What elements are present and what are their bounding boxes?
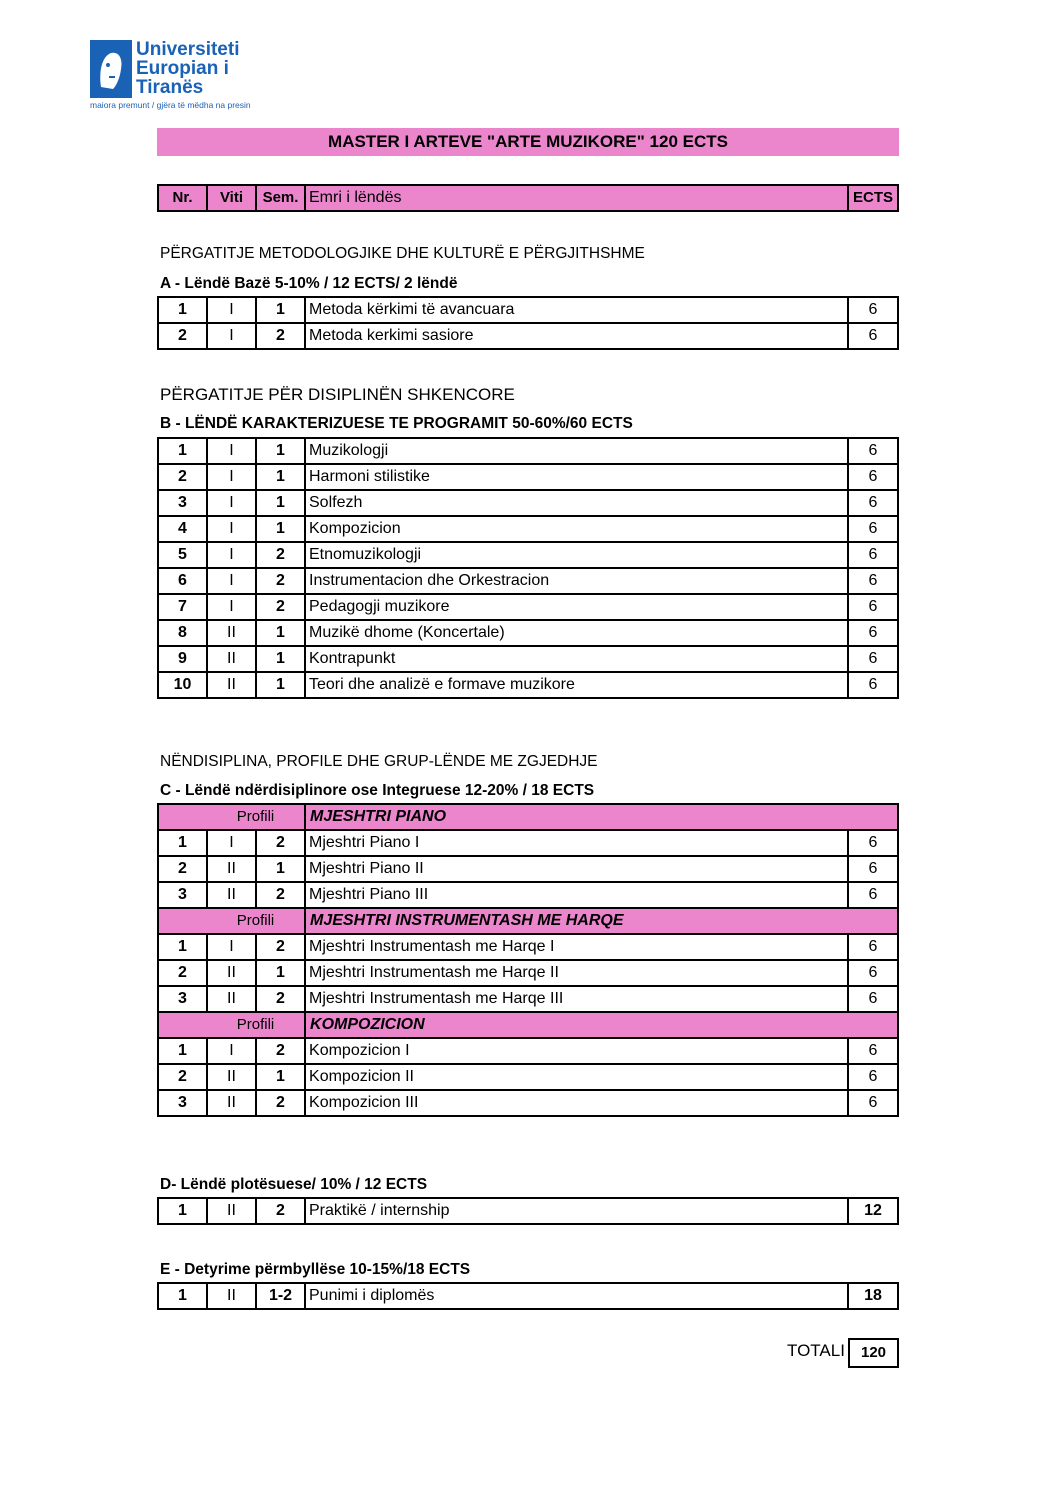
table-row — [158, 594, 898, 620]
cell-ects: 6 — [848, 620, 898, 646]
cell-sem: 1 — [256, 672, 305, 698]
cell-name: Metoda kerkimi sasiore — [305, 323, 848, 349]
header-row — [158, 185, 898, 211]
table-row — [158, 490, 898, 516]
table-row — [158, 646, 898, 672]
table-d — [157, 1197, 899, 1225]
header-nr: Nr. — [158, 185, 207, 211]
cell-ects: 6 — [848, 960, 898, 986]
section-e-title: E - Detyrime përmbyllëse 10-15%/18 ECTS — [160, 1261, 471, 1278]
cell-viti: I — [207, 297, 256, 323]
cell-viti: II — [207, 1198, 256, 1224]
cell-viti: I — [207, 464, 256, 490]
cell-ects: 6 — [848, 323, 898, 349]
cell-nr: 1 — [158, 830, 207, 856]
profile-name: MJESHTRI INSTRUMENTASH ME HARQE — [305, 908, 898, 934]
cell-viti: II — [207, 1090, 256, 1116]
table-row — [158, 934, 898, 960]
profile-name: MJESHTRI PIANO — [305, 804, 898, 830]
table-row — [158, 297, 898, 323]
cell-name: Etnomuzikologji — [305, 542, 848, 568]
cell-name: Instrumentacion dhe Orkestracion — [305, 568, 848, 594]
cell-viti: II — [207, 960, 256, 986]
cell-name: Kompozicion III — [305, 1090, 848, 1116]
profile-header-row — [158, 1012, 898, 1038]
cell-ects: 6 — [848, 516, 898, 542]
cell-nr: 2 — [158, 464, 207, 490]
table-row — [158, 986, 898, 1012]
cell-ects: 6 — [848, 297, 898, 323]
profile-spacer — [158, 908, 207, 934]
cell-viti: I — [207, 516, 256, 542]
cell-nr: 1 — [158, 934, 207, 960]
table-row — [158, 1090, 898, 1116]
table-row — [158, 960, 898, 986]
cell-nr: 8 — [158, 620, 207, 646]
cell-name: Mjeshtri Piano II — [305, 856, 848, 882]
cell-viti: I — [207, 934, 256, 960]
header-table — [157, 184, 899, 212]
section-heading-prep-method: PËRGATITJE METODOLOGJIKE DHE KULTURË E PËRGJITHSHME — [160, 245, 645, 262]
profile-label: Profili — [207, 804, 305, 830]
cell-name: Mjeshtri Instrumentash me Harqe III — [305, 986, 848, 1012]
cell-sem: 1 — [256, 297, 305, 323]
table-row — [158, 830, 898, 856]
header-sem: Sem. — [256, 185, 305, 211]
cell-sem: 1 — [256, 464, 305, 490]
cell-ects: 6 — [848, 438, 898, 464]
table-row — [158, 516, 898, 542]
table-row — [158, 882, 898, 908]
cell-viti: I — [207, 594, 256, 620]
total-label: TOTALI — [787, 1341, 845, 1360]
table-b — [157, 437, 899, 699]
cell-name: Mjeshtri Piano I — [305, 830, 848, 856]
cell-ects: 6 — [848, 986, 898, 1012]
cell-ects: 6 — [848, 856, 898, 882]
cell-name: Teori dhe analizë e formave muzikore — [305, 672, 848, 698]
cell-nr: 5 — [158, 542, 207, 568]
cell-name: Harmoni stilistike — [305, 464, 848, 490]
cell-sem: 1 — [256, 490, 305, 516]
logo-line-2: Europian i — [136, 58, 229, 79]
cell-name: Kompozicion II — [305, 1064, 848, 1090]
cell-name: Mjeshtri Piano III — [305, 882, 848, 908]
cell-ects: 6 — [848, 672, 898, 698]
profile-label: Profili — [207, 908, 305, 934]
cell-sem: 2 — [256, 542, 305, 568]
cell-viti: I — [207, 1038, 256, 1064]
logo-line-3: Tiranës — [136, 77, 204, 98]
section-d-title: D- Lëndë plotësuese/ 10% / 12 ECTS — [160, 1176, 428, 1193]
header-ects: ECTS — [848, 185, 898, 211]
section-c-title: C - Lëndë ndërdisiplinore ose Integruese 12-20% / 18 ECTS — [160, 782, 595, 799]
table-row — [158, 1038, 898, 1064]
cell-nr: 1 — [158, 1198, 207, 1224]
table-e — [157, 1282, 899, 1310]
university-logo — [90, 40, 250, 110]
cell-name: Punimi i diplomës — [305, 1283, 848, 1309]
cell-ects: 6 — [848, 594, 898, 620]
cell-sem: 2 — [256, 1090, 305, 1116]
profile-spacer — [158, 1012, 207, 1038]
cell-viti: I — [207, 542, 256, 568]
section-a-title: A - Lëndë Bazë 5-10% / 12 ECTS/ 2 lëndë — [160, 275, 458, 292]
cell-nr: 7 — [158, 594, 207, 620]
cell-sem: 1 — [256, 438, 305, 464]
cell-viti: II — [207, 620, 256, 646]
cell-viti: II — [207, 856, 256, 882]
cell-name: Muzikologji — [305, 438, 848, 464]
logo-tagline: maiora premunt / gjëra të mëdha na presin — [90, 100, 251, 110]
table-row — [158, 438, 898, 464]
cell-nr: 9 — [158, 646, 207, 672]
cell-viti: II — [207, 1064, 256, 1090]
cell-viti: II — [207, 672, 256, 698]
cell-ects: 6 — [848, 882, 898, 908]
cell-viti: I — [207, 568, 256, 594]
header-name: Emri i lëndës — [305, 185, 848, 211]
cell-viti: II — [207, 1283, 256, 1309]
total-value: 120 — [848, 1338, 899, 1368]
cell-name: Solfezh — [305, 490, 848, 516]
cell-ects: 6 — [848, 1038, 898, 1064]
table-row — [158, 464, 898, 490]
cell-ects: 6 — [848, 830, 898, 856]
cell-nr: 3 — [158, 986, 207, 1012]
cell-ects: 6 — [848, 934, 898, 960]
cell-sem: 2 — [256, 568, 305, 594]
table-a — [157, 296, 899, 350]
table-row — [158, 1198, 898, 1224]
cell-nr: 3 — [158, 1090, 207, 1116]
cell-ects: 6 — [848, 646, 898, 672]
cell-ects: 6 — [848, 1090, 898, 1116]
cell-sem: 1 — [256, 1064, 305, 1090]
cell-sem: 1 — [256, 620, 305, 646]
cell-viti: I — [207, 323, 256, 349]
cell-viti: II — [207, 646, 256, 672]
cell-name: Kompozicion — [305, 516, 848, 542]
profile-header-row — [158, 908, 898, 934]
cell-sem: 2 — [256, 1038, 305, 1064]
cell-name: Muzikë dhome (Koncertale) — [305, 620, 848, 646]
cell-nr: 2 — [158, 856, 207, 882]
cell-ects: 6 — [848, 542, 898, 568]
table-row — [158, 323, 898, 349]
cell-sem: 2 — [256, 882, 305, 908]
cell-nr: 2 — [158, 323, 207, 349]
cell-sem: 2 — [256, 830, 305, 856]
cell-ects: 12 — [848, 1198, 898, 1224]
profile-label: Profili — [207, 1012, 305, 1038]
cell-nr: 2 — [158, 1064, 207, 1090]
cell-viti: II — [207, 986, 256, 1012]
cell-name: Kontrapunkt — [305, 646, 848, 672]
cell-sem: 1 — [256, 516, 305, 542]
logo-line-1: Universiteti — [136, 39, 240, 60]
cell-name: Praktikë / internship — [305, 1198, 848, 1224]
cell-nr: 10 — [158, 672, 207, 698]
table-row — [158, 672, 898, 698]
logo-emblem-icon — [90, 40, 132, 98]
cell-name: Pedagogji muzikore — [305, 594, 848, 620]
cell-sem: 2 — [256, 323, 305, 349]
table-row — [158, 1064, 898, 1090]
cell-ects: 18 — [848, 1283, 898, 1309]
cell-viti: II — [207, 882, 256, 908]
cell-ects: 6 — [848, 464, 898, 490]
table-row — [158, 568, 898, 594]
page-title: MASTER I ARTEVE "ARTE MUZIKORE" 120 ECTS — [157, 128, 899, 156]
table-row — [158, 542, 898, 568]
cell-sem: 1 — [256, 646, 305, 672]
cell-sem: 1-2 — [256, 1283, 305, 1309]
cell-nr: 3 — [158, 490, 207, 516]
cell-nr: 4 — [158, 516, 207, 542]
profile-name: KOMPOZICION — [305, 1012, 898, 1038]
section-b-title: B - LËNDË KARAKTERIZUESE TE PROGRAMIT 50-60%/60 ECTS — [160, 415, 633, 432]
section-heading-prep-discipline: PËRGATITJE PËR DISIPLINËN SHKENCORE — [160, 385, 515, 404]
profile-spacer — [158, 804, 207, 830]
cell-nr: 6 — [158, 568, 207, 594]
header-viti: Viti — [207, 185, 256, 211]
cell-viti: I — [207, 438, 256, 464]
cell-sem: 2 — [256, 594, 305, 620]
cell-name: Kompozicion I — [305, 1038, 848, 1064]
cell-nr: 1 — [158, 297, 207, 323]
cell-name: Mjeshtri Instrumentash me Harqe I — [305, 934, 848, 960]
table-row — [158, 856, 898, 882]
section-heading-nendisiplina: NËNDISIPLINA, PROFILE DHE GRUP-LËNDE ME ZGJEDHJE — [160, 753, 598, 770]
cell-ects: 6 — [848, 490, 898, 516]
cell-sem: 1 — [256, 856, 305, 882]
cell-viti: I — [207, 490, 256, 516]
cell-nr: 1 — [158, 438, 207, 464]
cell-name: Mjeshtri Instrumentash me Harqe II — [305, 960, 848, 986]
cell-name: Metoda kërkimi të avancuara — [305, 297, 848, 323]
cell-viti: I — [207, 830, 256, 856]
table-row — [158, 620, 898, 646]
table-row — [158, 1283, 898, 1309]
cell-nr: 1 — [158, 1038, 207, 1064]
cell-nr: 1 — [158, 1283, 207, 1309]
profile-header-row — [158, 804, 898, 830]
cell-sem: 2 — [256, 986, 305, 1012]
cell-ects: 6 — [848, 1064, 898, 1090]
table-c — [157, 803, 899, 1117]
cell-nr: 2 — [158, 960, 207, 986]
cell-ects: 6 — [848, 568, 898, 594]
cell-sem: 1 — [256, 960, 305, 986]
cell-sem: 2 — [256, 934, 305, 960]
cell-nr: 3 — [158, 882, 207, 908]
cell-sem: 2 — [256, 1198, 305, 1224]
